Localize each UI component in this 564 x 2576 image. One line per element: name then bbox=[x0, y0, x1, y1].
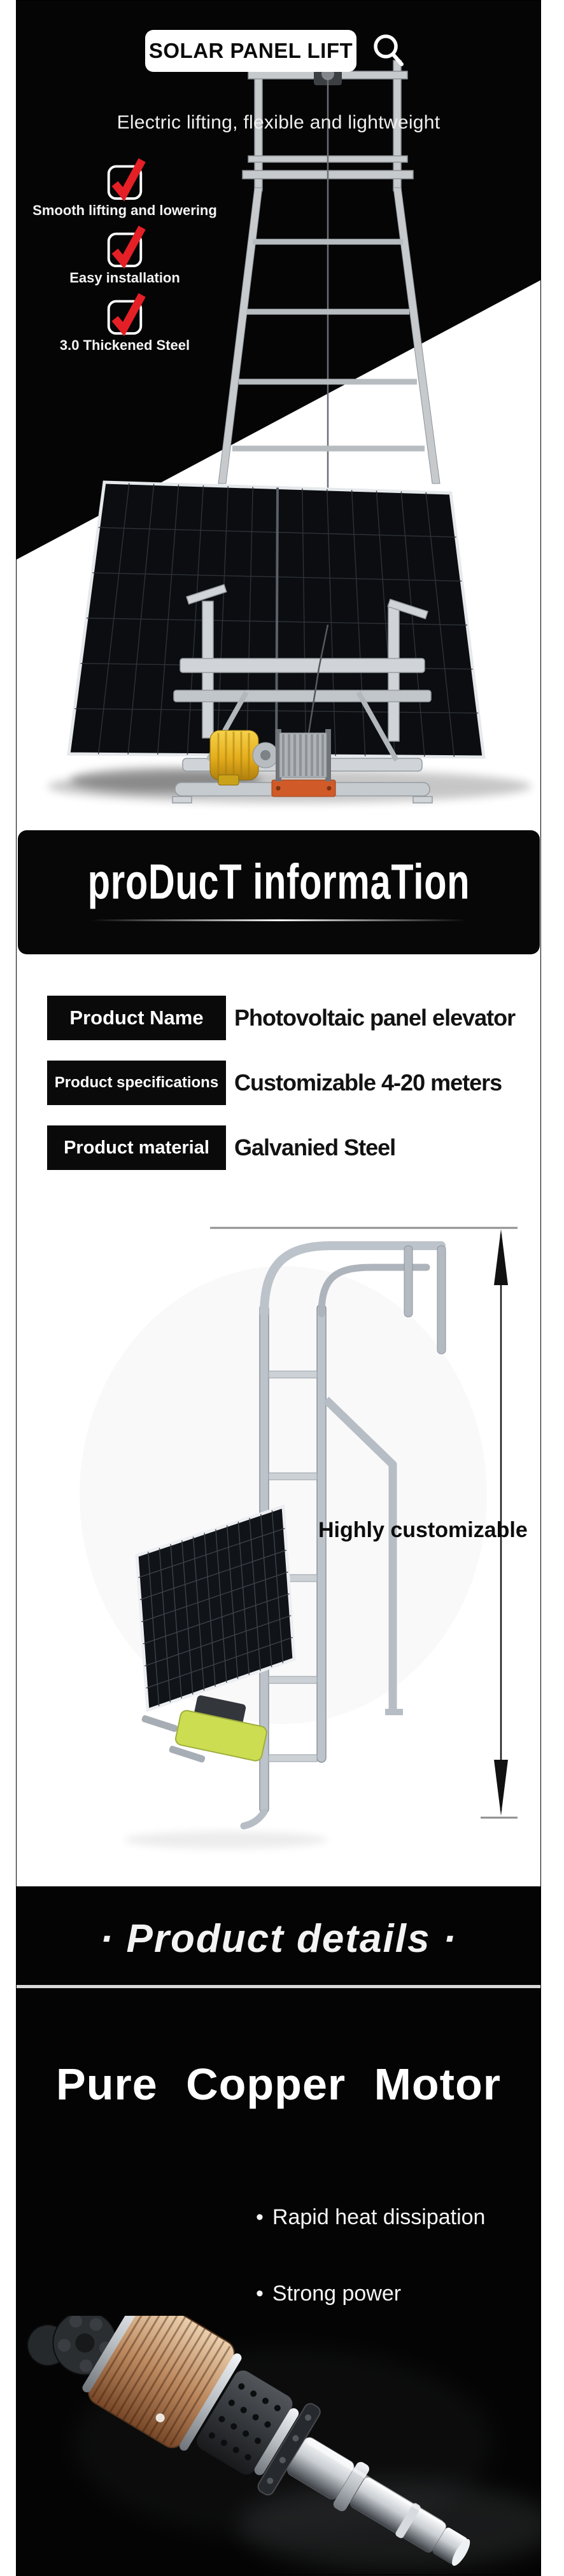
search-button-label: SOLAR PANEL LIFT bbox=[148, 39, 353, 62]
feature-item bbox=[38, 224, 211, 286]
bullet-icon: • bbox=[256, 2205, 264, 2229]
search-button[interactable] bbox=[145, 30, 356, 72]
bullet-text: Strong power bbox=[272, 2281, 402, 2306]
motor-cutaway-illustration bbox=[16, 2316, 541, 2576]
hero-product-photo bbox=[16, 25, 541, 814]
section-title: proDucT informaTion bbox=[87, 853, 470, 910]
spec-value: Galvanied Steel bbox=[234, 1134, 396, 1160]
hero-tagline: Electric lifting, flexible and lightweight bbox=[116, 112, 441, 133]
details-divider bbox=[16, 1985, 541, 1988]
checkmark-icon bbox=[104, 291, 145, 336]
banner-divider bbox=[91, 919, 467, 921]
product-information-banner bbox=[18, 830, 540, 954]
checkmark-icon bbox=[104, 157, 145, 201]
feature-label: Smooth lifting and lowering bbox=[32, 202, 217, 218]
details-section-title: · Product details · bbox=[99, 1917, 458, 1961]
spec-label: Product material bbox=[47, 1125, 226, 1170]
motor-bullet bbox=[256, 2281, 401, 2306]
render-annotation: Highly customizable bbox=[318, 1518, 528, 1542]
bullet-icon: • bbox=[256, 2281, 264, 2306]
feature-item bbox=[32, 157, 217, 219]
checkmark-icon bbox=[104, 224, 145, 268]
search-icon bbox=[372, 33, 407, 70]
lift-render-illustration bbox=[16, 1209, 542, 1890]
spec-value: Customizable 4-20 meters bbox=[234, 1069, 502, 1096]
spec-value: Photovoltaic panel elevator bbox=[234, 1005, 516, 1031]
motor-bullet bbox=[256, 2205, 485, 2230]
feature-item bbox=[38, 291, 211, 354]
bullet-text: Rapid heat dissipation bbox=[272, 2205, 486, 2229]
feature-label: Easy installation bbox=[69, 270, 180, 286]
spec-label: Product specifications bbox=[47, 1061, 226, 1105]
spec-label: Product Name bbox=[47, 996, 226, 1040]
feature-label: 3.0 Thickened Steel bbox=[59, 337, 190, 353]
motor-heading: Pure Copper Motor bbox=[56, 2059, 501, 2109]
